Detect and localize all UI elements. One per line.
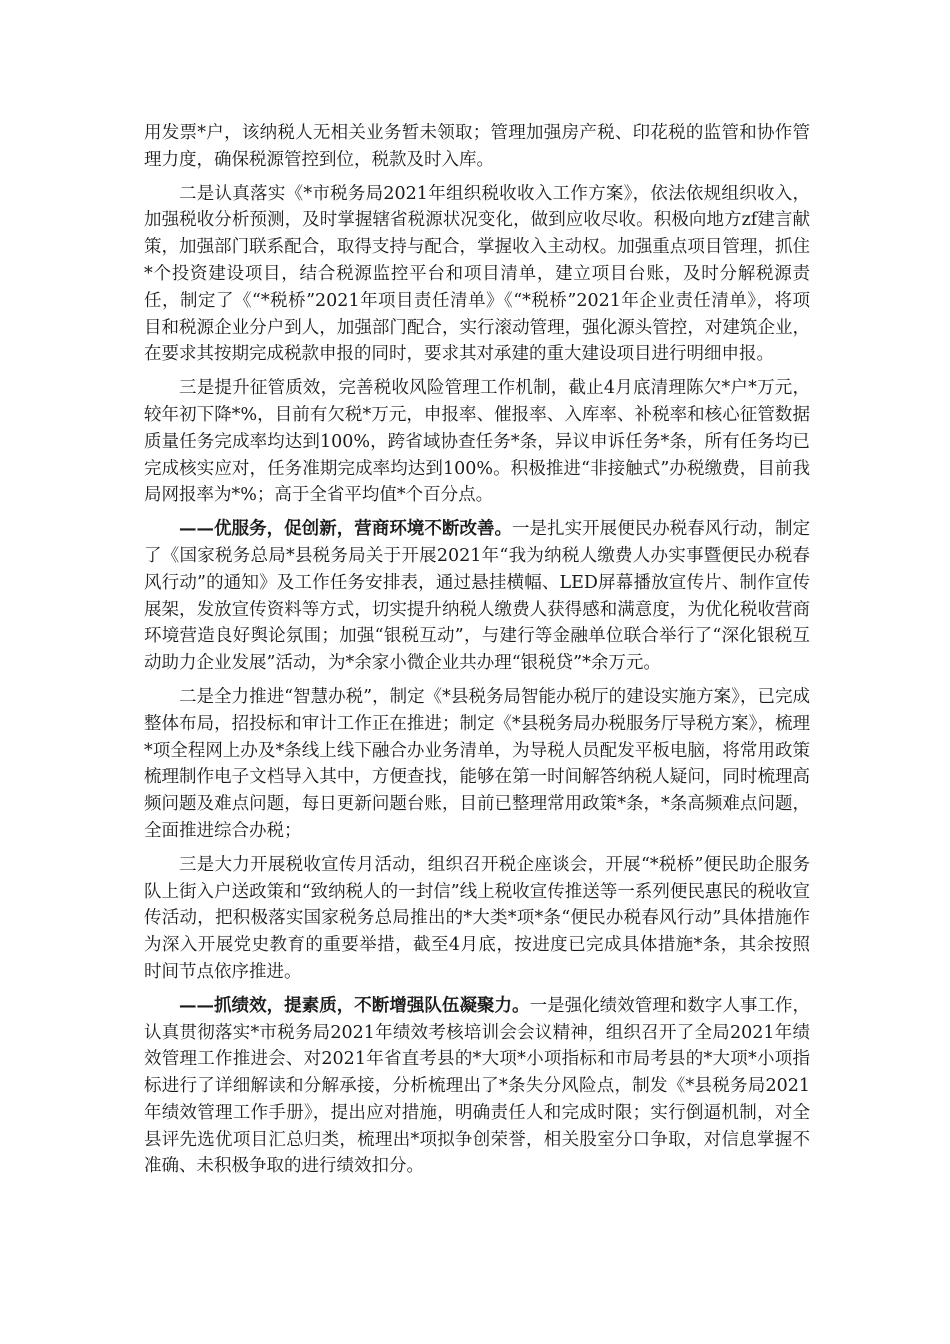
paragraph-publicity-month: [144, 852, 810, 986]
section-heading: ——抓绩效，提素质，不断增强队伍凝聚力。: [179, 995, 530, 1016]
paragraph-text: 三是大力开展税收宣传月活动，组织召开税企座谈会，开展“*税桥”便民助企服务队上街入户送政策和“致纳税人的一封信”线上税收宣传推送等一系列便民惠民的税收宣传活动，把积极落实国家税务总局推出的*大类*项*条“便民办税春风行动”具体措施作为深入开展党史教育的重要举措，截至4月底，按进度已完成具体措施*条，其余按照时间节点依序推进。: [144, 854, 810, 982]
paragraph-smart-tax: [144, 684, 810, 845]
paragraph-text: 一是强化绩效管理和数字人事工作，认真贯彻落实*市税务局2021年绩效考核培训会会议精神，组织召开了全局2021年绩效管理工作推进会、对2021年省直考县的*大项*小项指标和市局考县的*大项*小项指标进行了详细解读和分解承接，分析梳理出了*条失分风险点，制发《*县税务局2021年绩效管理工作手册》，提出应对措施，明确责任人和完成时限；实行倒逼机制，对全县评先选优项目汇总归类，梳理出*项拟争创荣誉，相关股室分口争取，对信息掌握不准确、未积极争取的进行绩效扣分。: [144, 995, 811, 1177]
paragraph-text: 三是提升征管质效，完善税收风险管理工作机制，截止4月底清理陈欠*户*万元，较年初下降*%，目前有欠税*万元，申报率、催报率、入库率、补税率和核心征管数据质量任务完成率均达到100%，跨省域协查任务*条，异议申诉任务*条，所有任务均已完成核实应对，任务准期完成率均达到100%。积极推进“非接触式”办税缴费，目前我局网报率为*%；高于全省平均值*个百分点。: [144, 378, 810, 506]
paragraph-continuation: [144, 120, 810, 174]
paragraph-text: 二是全力推进“智慧办税”，制定《*县税务局智能办税厅的建设实施方案》，已完成整体布局，招投标和审计工作正在推进；制定《*县税务局办税服务厅导税方案》，梳理*项全程网上办及*条线上线下融合办业务清单，为导税人员配发平板电脑，将常用政策梳理制作电子文档导入其中，方便查找，能够在第一时间解答纳税人疑问，同时梳理高频问题及难点问题，每日更新问题台账，目前已整理常用政策*条，*条高频难点问题，全面推进综合办税；: [144, 686, 810, 841]
paragraph-text: 一是扎实开展便民办税春风行动，制定了《国家税务总局*县税务局关于开展2021年“我为纳税人缴费人办实事暨便民办税春风行动”的通知》及工作任务安排表，通过悬挂横幅、LED屏幕播放宣传片、制作宣传展架，发放宣传资料等方式，切实提升纳税人缴费人获得感和满意度，为优化税收营商环境营造良好舆论氛围；加强“银税互动”，与建行等金融单位联合举行了“深化银税互动助力企业发展”活动，为*余家小微企业共办理“银税贷”*余万元。: [144, 519, 811, 674]
paragraph-text: 用发票*户，该纳税人无相关业务暂未领取；管理加强房产税、印花税的监管和协作管理力度，确保税源管控到位，税款及时入库。: [144, 123, 810, 170]
section-heading: ——优服务，促创新，营商环境不断改善。: [179, 519, 513, 540]
document-page: [144, 120, 810, 1187]
paragraph-revenue-plan: [144, 181, 810, 369]
paragraph-service-innovation: [144, 516, 810, 677]
paragraph-performance: [144, 993, 810, 1181]
paragraph-collection-quality: [144, 375, 810, 509]
paragraph-text: 二是认真落实《*市税务局2021年组织税收收入工作方案》，依法依规组织收入，加强税收分析预测，及时掌握辖省税源状况变化，做到应收尽收。积极向地方zf建言献策，加强部门联系配合，取得支持与配合，掌握收入主动权。加强重点项目管理，抓住*个投资建设项目，结合税源监控平台和项目清单，建立项目台账，及时分解税源责任，制定了《“*税桥”2021年项目责任清单》《“*税桥”2021年企业责任清单》，将项目和税源企业分户到人，加强部门配合，实行滚动管理，强化源头管控，对建筑企业，在要求其按期完成税款申报的同时，要求其对承建的重大建设项目进行明细申报。: [144, 183, 810, 365]
